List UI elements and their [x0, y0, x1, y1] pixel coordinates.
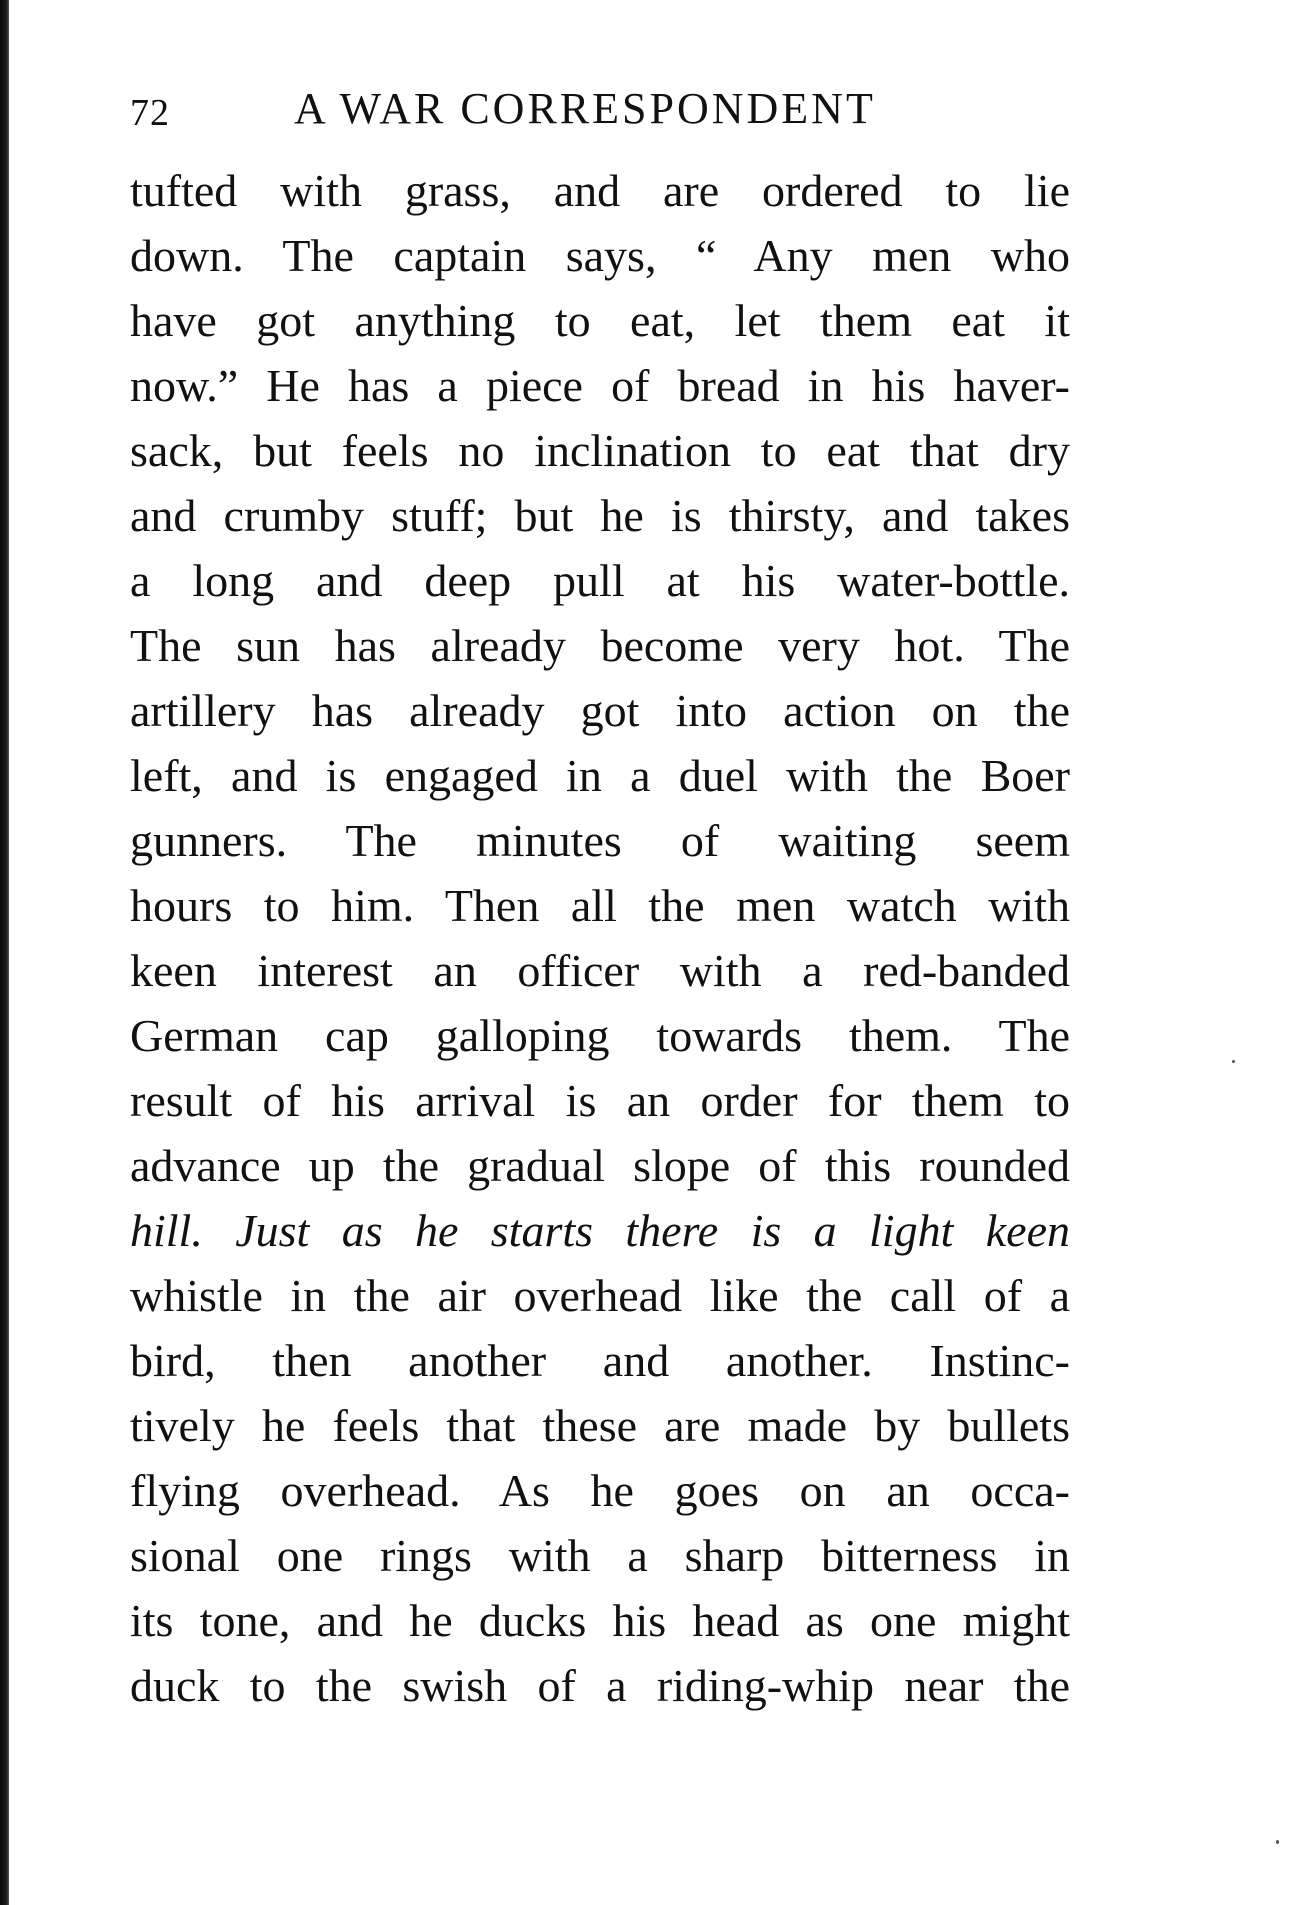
text-line: tively he feels that these are made by bullets: [130, 1400, 1070, 1451]
text-line: tufted with grass, and are ordered to lie: [130, 165, 1070, 216]
text-line: sional one rings with a sharp bitterness in: [130, 1530, 1070, 1581]
paper-speck: [1276, 1840, 1279, 1844]
binding-edge: [0, 0, 9, 1905]
text-line: down. The captain says, “ Any men who: [130, 230, 1070, 281]
text-line: a long and deep pull at his water-bottle.: [130, 555, 1070, 606]
text-line: keen interest an officer with a red-banded: [130, 945, 1070, 996]
body-text: [130, 158, 1070, 1718]
text-line: and crumby stuff; but he is thirsty, and takes: [130, 490, 1070, 541]
running-title: A WAR CORRESPONDENT: [294, 84, 876, 133]
text-line: left, and is engaged in a duel with the Boer: [130, 750, 1070, 801]
text-line: result of his arrival is an order for them to: [130, 1075, 1070, 1126]
text-line: advance up the gradual slope of this rounded: [130, 1140, 1070, 1191]
text-line: its tone, and he ducks his head as one might: [130, 1595, 1070, 1646]
text-line: bird, then another and another. Instinc-: [130, 1335, 1070, 1386]
text-line: The sun has already become very hot. The: [130, 620, 1070, 671]
text-line: now.” He has a piece of bread in his haver-: [130, 360, 1070, 411]
text-line: whistle in the air overhead like the call of a: [130, 1270, 1070, 1321]
text-line: artillery has already got into action on the: [130, 685, 1070, 736]
text-line-italic: hill. Just as he starts there is a light keen: [130, 1205, 1070, 1256]
text-line: duck to the swish of a riding-whip near the: [130, 1660, 1070, 1711]
text-line: sack, but feels no inclination to eat that dry: [130, 425, 1070, 476]
text-line: have got anything to eat, let them eat it: [130, 295, 1070, 346]
text-line: German cap galloping towards them. The: [130, 1010, 1070, 1061]
text-line: hours to him. Then all the men watch with: [130, 880, 1070, 931]
paper-speck: [1232, 1060, 1235, 1063]
text-line: gunners. The minutes of waiting seem: [130, 815, 1070, 866]
page-number: 72: [130, 92, 170, 134]
page-header: [130, 84, 1070, 134]
text-line: flying overhead. As he goes on an occa-: [130, 1465, 1070, 1516]
